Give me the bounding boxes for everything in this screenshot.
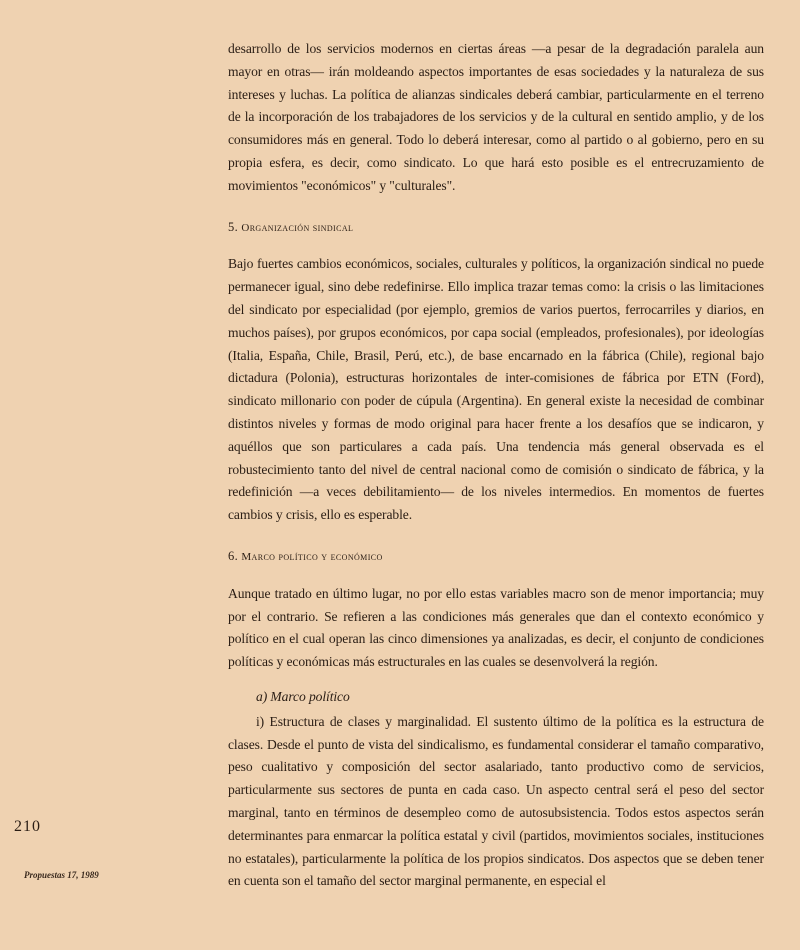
section-6-heading — [228, 545, 764, 569]
page-number: 210 — [14, 818, 41, 835]
paragraph-organizacion: Bajo fuertes cambios económicos, sociales, culturales y políticos, la organización sindical no puede permanecer igual, sino debe redefinirse. Ello implica trazar temas como: la crisis o las limitaciones del sindicato por especialidad (por ejemplo, gremios de varios puertos, ferrocarriles y diarios, en muchos países), por grupos económicos, por capa social (empleados, profesionales), por ideologías (Italia, España, Chile, Brasil, Perú, etc.), de base encarnado en la fábrica (Chile), regional bajo dictadura (Polonia), estructuras horizontales de inter-comisiones de fábrica por ETN (Ford), sindicato millonario con poder de cúpula (Argentina). En general existe la necesidad de combinar distintos niveles y formas de modo original para hacer frente a los desafíos que se indicaron, y aquéllos que son particulares a cada país. Una tendencia más general observada es el robustecimiento tanto del nivel de central nacional como de comisión o sindicato de fábrica, y la redefinición —a veces debilitamiento— de los niveles intermedios. En momentos de fuertes cambios y crisis, ello es esperable. — [228, 256, 764, 523]
section-5-heading — [228, 216, 764, 240]
footer-citation: Propuestas 17, 1989 — [24, 870, 99, 880]
section-5-title: Organización sindical — [241, 221, 354, 234]
section-5-number: 5. — [228, 219, 239, 234]
section-6-title: Marco político y económico — [241, 550, 383, 563]
section-6-number: 6. — [228, 548, 239, 563]
paragraph-estructura-clases: i) Estructura de clases y marginalidad. El sustento último de la política es la estructura de clases. Desde el punto de vista del sindicalismo, es fundamental considerar el tamaño comparativo, peso cualitativo y composición del sector asalariado, tanto productivo como de servicios, particularmente sus sectores de punta en cada caso. Un aspecto central será el peso del sector marginal, tanto en términos de desempleo como de autosubsistencia. Todos estos aspectos serán determinantes para enmarcar la política estatal y civil (partidos, movimientos sociales, instituciones no estatales), particularmente la política de los propios sindicatos. Dos aspectos que se deben tener en cuenta son el tamaño del sector marginal permanente, en especial el — [228, 713, 764, 889]
subsection-a-heading: a) Marco político — [256, 688, 350, 704]
text-column — [228, 38, 764, 893]
paragraph-continuation: desarrollo de los servicios modernos en ciertas áreas —a pesar de la degradación paralela aun mayor en otras— irán moldeando aspectos importantes de esas sociedades y la naturaleza de sus intereses y luchas. La política de alianzas sindicales deberá cambiar, particularmente en el terreno de la incorporación de los trabajadores de los servicios y de la cultural en sentido amplio, y de los consumidores más en general. Todo lo deberá interesar, como al partido o al gobierno, pero en su propia esfera, es decir, como sindicato. Lo que hará esto posible es el entrecruzamiento de movimientos "económicos" y "culturales". — [228, 41, 764, 193]
paragraph-marco: Aunque tratado en último lugar, no por ello estas variables macro son de menor importancia; muy por el contrario. Se refieren a las condiciones más generales que dan el contexto económico y político en el cual operan las cinco dimensiones ya analizadas, es decir, el conjunto de condiciones políticas y económicas más estructurales en las cuales se desenvolverá la región. — [228, 585, 764, 670]
